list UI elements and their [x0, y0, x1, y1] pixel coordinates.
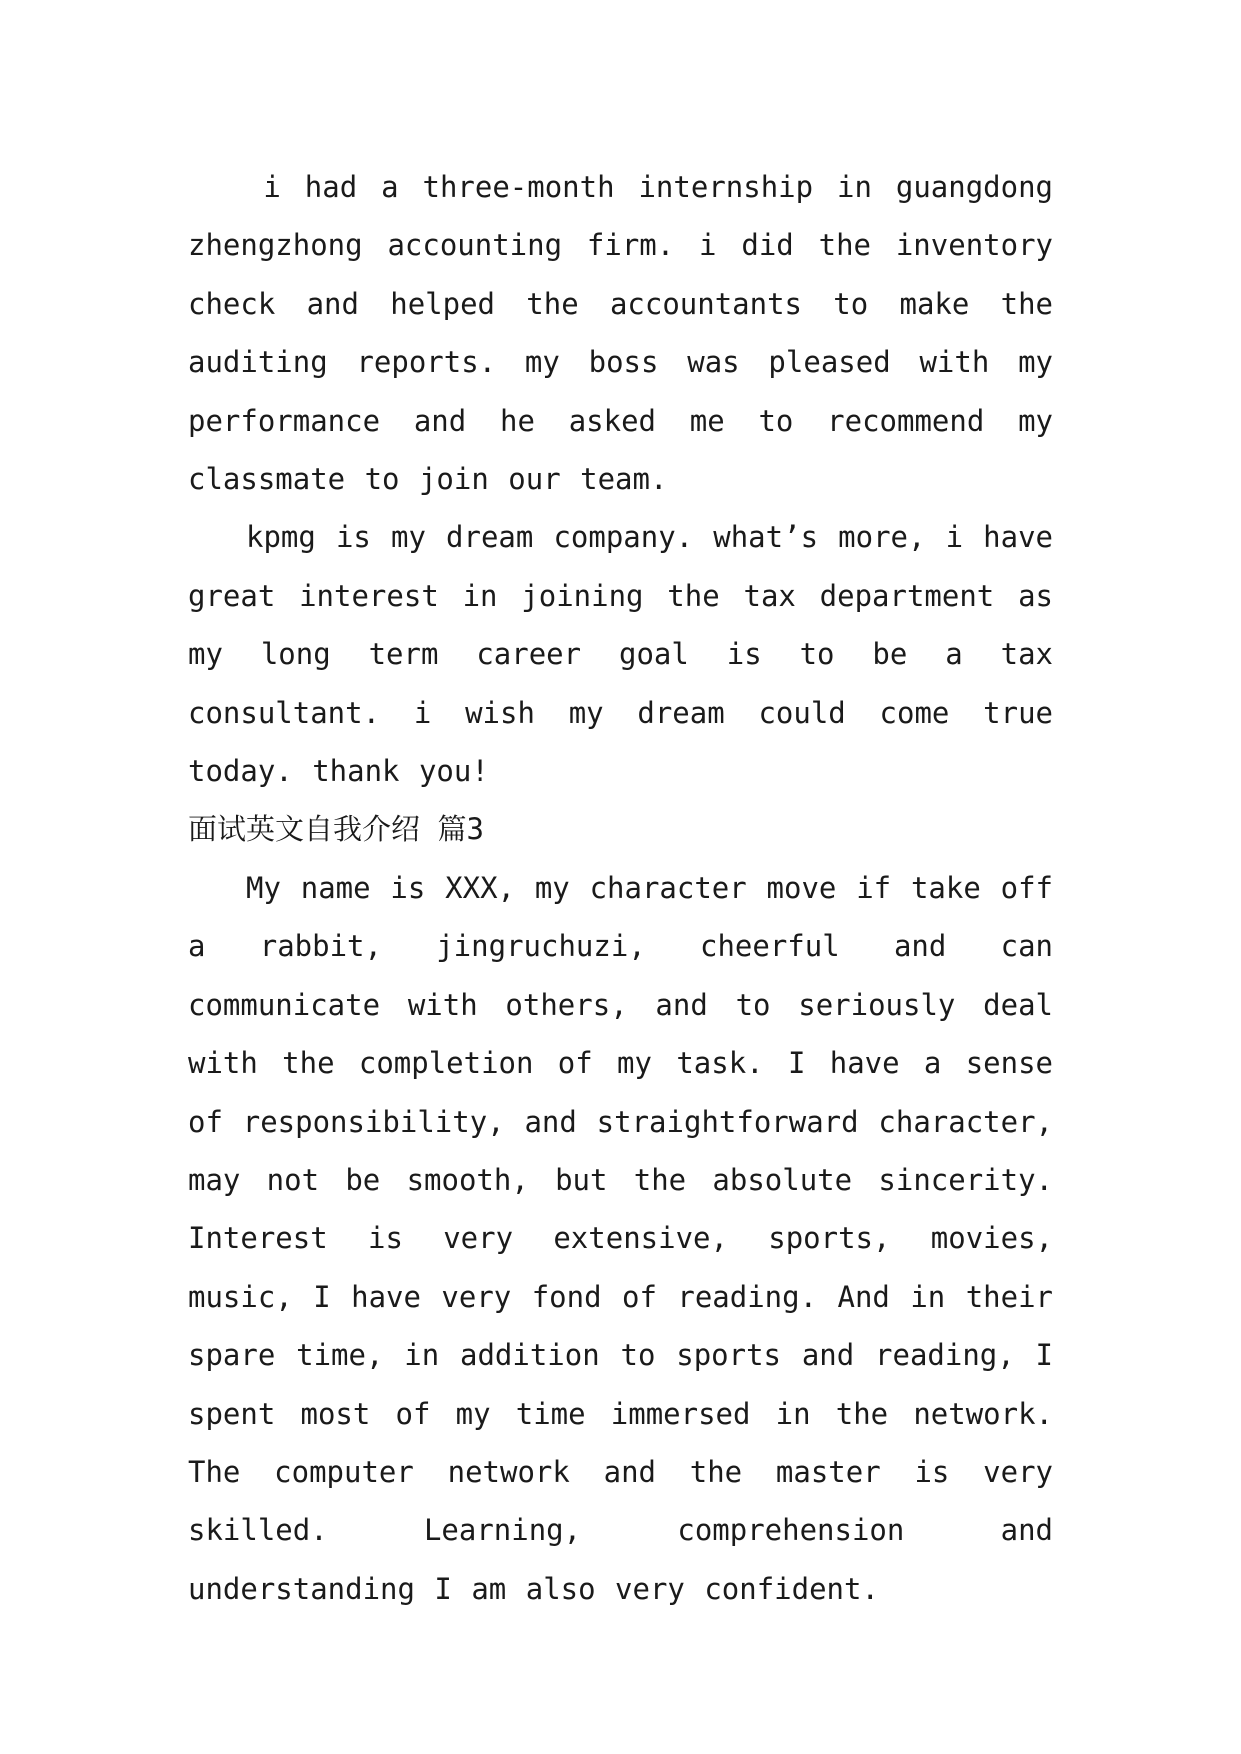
paragraph-internship: i had a three-month internship in guangdong zhengzhong accounting firm. i did the inventory check and helped the accountants to make the auditing reports. my boss was pleased with my performance and he asked me to recommend my classmate to join our team. [188, 170, 1053, 497]
section-heading: 面试英文自我介绍 篇3 [188, 812, 484, 847]
paragraph-self-introduction: My name is XXX, my character move if take off a rabbit, jingruchuzi, cheerful and can communicate with others, and to seriously deal with the completion of my task. I have a sense of responsibility, and straightforward character, may not be smooth, but the absolute sincerity. Interest is very extensive, sports, movies, music, I have very fond of reading. And in their spare time, in addition to sports and reading, I spent most of my time immersed in the network. The computer network and the master is very skilled. Learning, comprehension and understanding I am also very confident. [188, 870, 1053, 1606]
paragraph-dream-company: kpmg is my dream company. what’s more, i have great interest in joining the tax department as my long term career goal is to be a tax consultant. i wish my dream could come true today. thank you! [188, 520, 1053, 789]
document-body [188, 158, 1053, 1618]
